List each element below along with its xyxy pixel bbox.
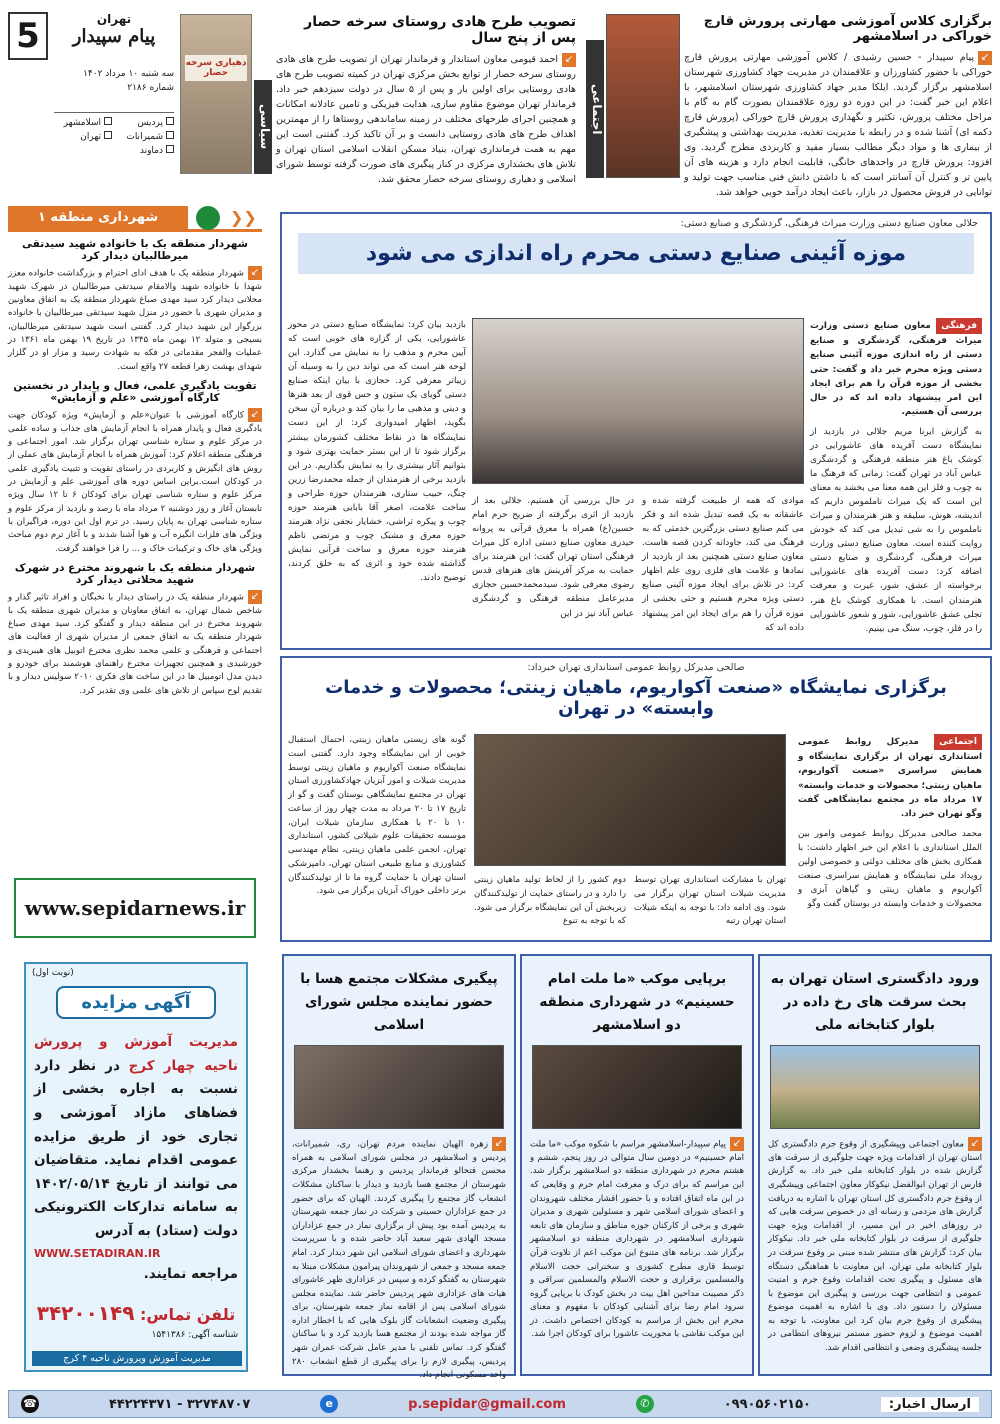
story-body: پیام سپیدار-اسلامشهر مراسم با شکوه موکب «ما ملت امام حسینیم» در دومین سال متوالی در روز پنجم، ششم و هشتم محرم در شهرداری منطقه دو اسلامشهر برگزار شد. این مراسم که برای درک و معرفت امام حرم و وقایعی که در این ماه اتفاق افتاده و با حضور اقشار مختلف شهروندان و اعضای شورای اسلامی شهر و مسئولین شهری و مدیران شهری و برخی از کارکنان حوزه مناطق و سازمان های تابعه شهرداری اسلامشهر در شهرداری منطقه دو اسلامشهر برگزار شد. برنامه های متنوع این موکب اعم از تلاوت قرآن توسط قاری مطرح کشوری و سخنرانی حجت الاسلام والمسلمین برقراری و حجت الاسلام والمسلمین سراقی و ذکر مصیبت مداحین اهل بیت در بخش کودک با برپایی گروه سرود امام رضا برای آشنایی کودکان با مفهوم و معنای محرم این بخش از مراسم به کودکان اختصاص داشت. در این موکب نقاشی با محوریت عاشورا برای کودکان اجرا شد. [530, 1139, 744, 1340]
auction-title-box [56, 986, 216, 1019]
photo-exhibition-group [472, 318, 804, 484]
section-tag: اجتماعی [934, 734, 982, 750]
region-item: شمیرانات [116, 131, 174, 142]
arrow-icon: ↙ [248, 408, 262, 422]
arrow-icon: ↙ [248, 266, 262, 280]
story-hesa [282, 954, 516, 1381]
email-icon: e [320, 1395, 338, 1413]
issue-number: شماره ۲۱۸۶ [127, 82, 174, 93]
arrow-icon: ↙ [968, 1137, 982, 1151]
story-court [758, 954, 992, 1376]
auction-badge: (نوبت اول) [32, 968, 74, 978]
story-body: کارگاه آموزشی با عنوان«علم و آزمایش» ویژه کودکان جهت یادگیری فعال و پایدار همراه با انجام آزمایش های جذاب و ساده علمی در مرکز علوم و ستاره شناسی تهران برگزار شد. امور اجتماعی و فرهنگی منطقه اعلام کرد: آموزش همراه با انجام آزمایش های عملی از روش های انگیزش و کاربردی در راستای تقویت و تثبیت یادگیری علمی در کودکان است.براین اساس دوره های آموزشی علم و آزمایش در مرکز علوم و ستاره شناسی تهران برای کودکان ۶ تا ۱۲ سال ویژه تابستان آغاز و روز دوشنبه ۲ مرداد ماه با رصد و بازدید از مرکز علوم و ستاره شناسی تهران به پایان رسید. در ترم اول این دوره، فراگیران با ویژگی های فلزات انگیزه آب و هوا آشنا شدند و با آغاز ترم دوم مباحث ویژگی های خاک و ترکیبات خاک و ... را فرا خواهند گرفت. [8, 410, 262, 554]
story-aquarium [280, 656, 992, 942]
story-col-4: گونه های زیستی ماهیان زینتی، احتمال استقبال خوبی از این نمایشگاه وجود دارد. گفتنی است نمایشگاه صنعت آکواریوم و ماهیان زینتی توسط مدیریت شیلات و امور آبزیان جهادکشاورزی استان تهران در مجتمع نمایشگاهی بوستان گفت و گو از تاریخ ۱۷ تا ۲۰ مرداد به مدت چهار روز از ساعت ۱۰ تا ۲۰ با همکاری سازمان شیلات ایران، موسسه تحقیقات علوم شیلاتی کشور، استانداری تهران، انجمن علمی ماهیان زینتی، نظام مهندسی کشاورزی و منابع طبیعی استان تهران، دامپزشکی استان تهران با حمایت گروه ما تا از تولیدکنندگان برتر داخلی خوراک آبزیان برگزار می شود. [288, 735, 466, 897]
story-body: زهره الهیان نماینده مردم تهران، ری، شمیرانات، پردیس و اسلامشهر در مجلس شورای اسلامی به همراه محسن فتحالو فرماندار پردیس و رهنما بخشدار مرکزی شهرستان از مجتمع هسا بازدید و دیدار با ساکنان مشکلات انشعاب گاز مجتمع را پیگیری کردند. الهیان که برای حضور در جمع عزاداران حسینی و شرکت در نماز جمعه شهرستان به پردیس آمده بود پیش از برگزاری نماز در جمع عزاداران مسجد الهادی شهر سعید آباد حاضر شده و با سرپرست شهرداری و اعضای شورای اسلامی این شهر دیدار کرد. امام جمعه مسجد و جمعی از شهروندان پیرامون مشکلات مبتلا به شهرستان به گفتگو کرده و سپس در عزاداری ظهر عاشورای هیات های عزاداری شهر پردیس حاضر شد. نماینده مجلس شورای اسلامی پس از اقامه نماز جمعه شهرستان، برای پیگیری وضعیت انشعابات گاز بلوک هایی که با اخطار اداره گاز مواجه شده بودند از مجتمع هسا بازدید کرد و با ساکنان گفتگو کرد. تماس تلفنی با مدیر عامل شرکت عمران شهر پردیس، پیگیری لازم را برای پیگیری از قطع انشعاب ۲۸۰ واحد مسکونی انجام داد. [291, 1139, 506, 1381]
story-title: تقویت یادگیری علمی، فعال و پایدار در نخستین کارگاه آموزشی «علم و آزمایش» [13, 380, 257, 404]
sidebar-header [8, 206, 262, 232]
arrow-icon: ↙ [492, 1137, 506, 1151]
sidebar-story [8, 562, 262, 698]
story-col-1: محمد صالحی مدیرکل روابط عمومی وامور بین الملل استانداری با اعلام این خبر اظهار داشت: با همکاری بخش های مختلف دولتی و خصوصی اولین رویداد ملی نمایشگاه و همایش سراسری صنعت آکواریوم و ماهیان زینتی و گیاهان آبزی و محصولات و خدمات وابسته در بوستان گفت وگو [798, 828, 982, 910]
section-tab-political [254, 80, 272, 174]
story-body: شهردار منطقه یک با هدف ادای احترام و بزرگداشت خانواده معزز شهدا با خانواده شهید والامقام سیدتقی میرطالبیان در شهرک شهید محلاتی دیدار کرد سید مهدی صباغ شهردار منطقه یک به اتفاق معاونین و مدیران شهری با حضور در منزل شهید سیدتقی میرطالبیان با خانواده بزرگوار این شهید دیدار کرد. گفتنی است شهید سیدتقی میرطالبیان، بسیجی و متولد ۱۲ بهمن ماه ۱۳۴۵ در تاریخ ۱۹ بهمن ماه ۱۳۶۱ در عملیات والفجر مقدماتی در فکه به شهادت رسید و مزار او در گلزار شهدای بهشت زهرا قطعه ۲۷ واقع است. [8, 268, 262, 372]
region-checklist [54, 112, 174, 156]
story-title: برگزاری کلاس آموزشی مهارتی پرورش قارچ خوراکی در اسلامشهر [703, 14, 992, 44]
photo-village-sign [180, 14, 252, 174]
story-title: شهردار منطقه یک با خانواده شهید سیدتقی میرطالبیان دیدار کرد [22, 238, 248, 262]
story-body: احمد قیومی معاون استاندار و فرماندار تهران از تصویب طرح های هادی روستای سرخه حصار از توابع بخش مرکزی تهران در کمیته تصویب طرح های هادی روستایی برای اولین بار و پس از ۵ سال در دولت سیزدهم خبر داد. فرماندار تهران موضوع مقاوم سازی، هدایت فیزیکی و تامین عادلانه امکانات و همچنین اجرای طرحهای مختلف در زمینه ساماندهی روستاها را از مهمترین اهداف طرح های هادی روستایی دانست و بر آن تاکید کرد. گفتنی است این مهم به همت فرمانداری تهران، بنیاد مسکن انقلاب اسلامی استان تهران و تلاش های بخشداری مرکزی در کنار پیگیری های صورت گرفته توسط شورای اسلامی و دهیاری روستای سرخه حصار محقق شد. [276, 54, 576, 185]
sidebar-stories [8, 238, 262, 698]
page-number-box [8, 12, 48, 60]
sidebar-story [8, 380, 262, 556]
logo-main: پیام سپیدار [72, 26, 156, 47]
auction-id: شناسه آگهی: ۱۵۴۱۳۸۶ [151, 1330, 238, 1340]
headline-band [298, 233, 974, 274]
phone-label: تلفن تماس: [139, 1304, 236, 1324]
footer-label: ارسال اخبار: [881, 1397, 979, 1412]
auction-date-text: متقاضیان می توانند از تاریخ ۱۴۰۲/۰۵/۱۴ به سامانه تدارکات الکترونیکی دولت (ستاد) به آدرس [34, 1152, 238, 1239]
website-banner [14, 878, 256, 938]
story-title: تصویب طرح هادی روستای سرخه حصار پس از پنج سال [304, 14, 576, 46]
story-kicker: صالحی مدیرکل روابط عمومی استانداری تهران خبرداد: [527, 662, 745, 673]
story-lead: اجتماعی مدیرکل روابط عمومی استانداری تهران از برگزاری نمایشگاه و همایش سراسری «صنعت آکواریوم، ماهیان زینتی؛ محصولات و خدمات وابسته» ۱۷ مرداد ماه در مجتمع نمایشگاهی گفت وگو تهران خبر داد. [798, 734, 982, 821]
masthead-logo [54, 12, 174, 64]
issue-date: سه شنبه ۱۰ مرداد ۱۴۰۲ [83, 69, 174, 79]
website-url[interactable]: www.sepidarnews.ir [24, 896, 246, 920]
auction-footer: مدیریت آموزش وپرورش ناحیه ۴ کرج [32, 1351, 242, 1366]
story-lead: فرهنگی معاون صنایع دستی وزارت میراث فرهنگی، گردشگری و صنایع دستی از راه اندازی موزه آئینی صنایع دستی ویژه محرم خبر داد و گفت: حتی بخشی از موزه قرآن را هم برای ایجاد این امر پیشنهاد داده اند که در حال بررسی آن هستیم. [810, 318, 982, 419]
region-item: تهران [54, 131, 112, 142]
auction-desc: در نظر دارد نسبت به اجاره بخشی از فضاهای مازاد آموزشی و تجاری خود از طریق مزایده عمومی اقدام نماید. [34, 1057, 239, 1169]
story-sorkhe-hesar [276, 14, 576, 187]
phone-number: ۳۴۲۰۰۱۴۹ [36, 1300, 135, 1325]
whatsapp-icon: ✆ [636, 1395, 654, 1413]
story-title: شهردار منطقه یک با شهروند مخترع در شهرک شهید محلاتی دیدار کرد [14, 561, 256, 586]
story-body: معاون اجتماعی وپیشگیری از وقوع جرم دادگستری کل استان تهران از اقدامات ویژه جهت جلوگیری از سرقت های گزارش شده در بلوار کتابخانه ملی خبر داد. به گزارش فارس از تهران ابوالفضل نیکوکار معاون اجتماعی وپیشگیری از وقوع جرم دادگستری کل استان تهران با اشاره به دریافت گزارش های مردمی و رسانه ای در خصوص سرقت هایی که در روزهای اخیر در این مسیر، از اقدامات ویژه جهت جلوگیری از سرقت در بلوار کتابخانه ملی خبر داد. نیکوکار بیان کرد: گزارش های منتشر شده مبنی بر وقوع سرقت در بلوار کتابخانه ملی تهران، این معاونت با هماهنگی دستگاه های مسئول و پیگیری تحت اقدامات وقوع جرم و امنیت عمومی و انتظامی جهت بررسی و پیگیری این موضوع با مسئولان را دستور داد. وی با اشاره به اهمیت موضوع پیشگیری از وقوع جرم بیان کرد این معاونت، با توجه به اهمیت موضوع و لزوم حضور مستمر نیروهای انتظامی در جلسه پیشگیری وضعی و انتظامی اقدام شد. [768, 1139, 982, 1353]
section-label: اجتماعی [590, 83, 604, 135]
story-col-3: دوم کشور را از لحاظ تولید ماهیان زینتی را دارد و در راستای حمایت از تولیدکنندگان زیربخش آن این نمایشگاه برگزار می شود. که با توجه به تنوع [474, 875, 626, 927]
auction-phone-row [26, 1301, 246, 1325]
footer-contact-bar [8, 1390, 992, 1418]
arrow-icon: ↙ [730, 1137, 744, 1151]
story-body: پیام سپیدار - حسین رشیدی / کلاس آموزشی مهارتی پرورش قارچ خوراکی با حضور کشاورزان و علاقمندان در مدیریت جهاد کشاورزی شهرستان اسلامشهر برگزار گردید. ایلکا مدیر جهاد کشاورزی شهرستان اسلامشهر، با اعلام این خبر گفت: در این دوره دو روزه علاقمندان بصورت گام به گام با مراحل مختلف پرورش، تکثیر و نگهداری پرورش قارچ خوراکی (پرورش قارچ دکمه ای) آشنا شده و در رابطه با مدیریت تغذیه، مدیریت بهداشتی و پیشگیری از بیماری ها و مواد دیگر مطالب بسیار مفید و کاربردی مطرح گردید. وی افزود: پرورش قارچ در واحدهای خانگی، قابلیت انجام دارد و هزینه های آن پایین تر و کنترل آن آسانتر است که با داشتن دانش فنی مناسب جهت تولید و توانایی در فروش محصول در بازار، باعث ایجاد درآمد خوبی خواهد شد. [684, 52, 992, 198]
issue-info [54, 68, 174, 95]
auction-org: مدیریت آموزش و پرورش ناحیه چهار کرج [34, 1034, 238, 1074]
story-col-3: در حال بررسی آن هستیم. جلالی بعد از بازدید از اثری برگرفته از ضریح حرم امام حسین(ع) همراه با معرق قرآنی به پروانه حیدری معاون صنایع دستی اداره کل میراث فرهنگی استان تهران گفت: این هنرمند برای حمایت به مرکز آفرینش های هنرهای قدس رضوی معرفی شود. سیدمحمدحسین حجازی مدیرعامل منطقه فرهنگی و گردشگری عباس آباد نیز در این [472, 496, 634, 619]
section-label: سیاسی [258, 104, 272, 150]
auction-ad [24, 962, 248, 1372]
section-tag: فرهنگی [936, 318, 982, 334]
region-item: اسلامشهر [54, 117, 112, 128]
photo-sign-text: دهیاری سرخه حصار [185, 55, 247, 81]
story-columns [288, 318, 982, 644]
sidebar-story [8, 238, 262, 374]
photo-mushroom-class [606, 14, 680, 178]
story-title: پیگیری مشکلات مجتمع هسا با حضور نماینده مجلس شورای اسلامی [300, 971, 498, 1033]
logo-top: تهران [96, 12, 132, 26]
auction-body [26, 1019, 246, 1287]
footer-email[interactable]: p.sepidar@gmail.com [408, 1396, 566, 1412]
chevron-icon: ❮❮ [230, 208, 257, 227]
story-title: برگزاری نمایشگاه «صنعت آکواریوم، ماهیان زینتی؛ محصولات و خدمات وابسته» در تهران [325, 677, 947, 719]
page-number: 5 [16, 16, 40, 56]
section-tab-social [586, 40, 604, 178]
auction-title: آگهی مزایده [81, 992, 191, 1013]
story-col-2: موادی که همه از طبیعت گرفته شده و عاشقانه به یک قصه تبدیل شده اند و فکر می کنم صنایع دستی بزرگترین خدمتی که به فرهنگ می کند، جاودانه کردن قصه هاست. معاون صنایع دستی همچنین بعد از بازدید از نمادها و علامت های فلزی روی علم اظهار کرد: در تلاش برای ایجاد موزه آئینی صنایع دستی ویژه محرم هستیم و حتی بخشی از موزه قرآن را هم برای ایجاد این امر پیشنهاد داده اند که [642, 496, 804, 633]
photo-site-visit [294, 1045, 504, 1129]
story-col-4: بازدید بیان کرد: نمایشگاه صنایع دستی در محور عاشورایی، یکی از گزاره های خوبی است که آیین محرم و مذهب را به نمایش می گذارد. این لوحه هنر است که می تواند دین را به وسیله آن زیباتر معرفی کرد. حجازی با بیان اینکه صنایع دستی گویای یک ستون و حس قوی از بعد هنرها و دینی و مذهبی ما را بیان کند و درباره آن سخن بگوید، اظهار امیدواری کرد: از این دست نمایشگاه ها در نقاط مختلف کشورمان بیشتر برگزار شود تا از این بستر حمایت بهتری شود و بتوانیم آثار بیشتری را به نمایش بگذاریم. در این بازدید برخی از هنرمندان از جمله محمدرضا زرین چنگ، حبیب ستاری، هنرمندان حوزه طراحی و ساخت علامت، اصغر آقا بابایی هنرمند حوزه چوب و پیکره تراشی، خشایار نجفی نژاد هنرمند حوزه معرق و مشبک چوب و مرتضی ناظم هنرمند حوزه معرق و ساخت قرآنی نمایش گذاشته شده خود و اثری که به خلق کردند، توضیح دادند. [288, 320, 466, 584]
story-kicker: جلالی معاون صنایع دستی وزارت میراث فرهنگی، گردشگری و صنایع دستی: [680, 218, 978, 229]
sidebar-title: شهرداری منطقه ۱ [37, 210, 159, 225]
photo-library-building [770, 1045, 980, 1129]
story-body: شهردار منطقه یک در راستای دیدار با نخبگان و افراد تاثیر گذار و شاخص شمال تهران، به اتفاق معاونان و مدیران شهری منطقه یک با شهروند مخترع در این منطقه دیدار و گفتگو کرد. سید مهدی صباغ شهردار منطقه یک به اتفاق جمعی از مدیران شهری از فعالیت های اجتماعی و فرهنگی و علمی محمد نظری مخترع اتوبیل های هیبریدی و خورشیدی و همچنین تجهیزات مخترع راهنمای هوشمند برای خودرو و دیدن مدل اتومبیل ها در این ساخت های فکری ۲۰۱۰ سولیس دیدار و با تقدیم لوح سپاس از تلاش های علمی وی تقدیر کرد. [8, 592, 263, 696]
story-mushroom [684, 14, 992, 200]
story-museum [280, 212, 992, 650]
region-item: پردیس [116, 117, 174, 128]
arrow-icon: ↙ [562, 53, 576, 67]
auction-refer: مراجعه نمایند. [143, 1265, 238, 1282]
footer-phone: ۳۲۷۴۸۷۰۷ - ۴۴۲۲۴۳۷۱ [108, 1396, 251, 1412]
arrow-icon: ↙ [978, 51, 992, 65]
story-col-2: تهران با مشارکت استانداری تهران توسط مدیریت شیلات استان تهران برگزار می شود. وی ادامه داد: با توجه به اینکه شیلات استان تهران رتبه [634, 875, 786, 927]
phone-icon: ☎ [21, 1395, 39, 1413]
sidebar-title-bar [8, 206, 188, 230]
photo-cleric-speech [532, 1045, 742, 1129]
auction-url[interactable]: WWW.SETADIRAN.IR [34, 1246, 161, 1260]
story-mokeb [520, 954, 754, 1376]
story-title: ورود دادگستری استان تهران به بحث سرقت های رخ داده در بلوار کتابخانه ملی [770, 971, 980, 1033]
story-col-1: به گزارش ایرنا مریم جلالی در بازدید از نمایشگاه دست آفریده های عاشورایی در کوشک باغ هنر منطقه فرهنگی و گردشگری عباس آباد در تهران گفت: زمانی که فرهنگ ما به چوب و فلز این همه معنا می بخشد به معنای این است که یک میراث ناملموس داریم که اندیشه، هوش، سلیقه و هنر هنرمندان و میراث ناملموس را به شی تبدیل می کند که خودش روایت کننده است. معاون صنایع دستی وزارت میراث فرهنگی، گردشگری و صنایع دستی اضافه کرد: دست آفریده های عاشورایی برخواسته از عشق، شور، غیرت و معرفت هنرمندان است. با همکاری کوشک باغ هنر، تجلی عشق عاشورایی، شور و شعور عاشورایی را در فلز، چوب، سنگ می بینیم. [810, 426, 982, 634]
photo-official-portrait [474, 734, 786, 866]
story-title: موزه آئینی صنایع دستی محرم راه اندازی می شود [365, 241, 907, 266]
region-item: دماوند [116, 145, 174, 156]
arrow-icon: ↙ [248, 590, 262, 604]
tehran-municipality-logo-icon [196, 206, 220, 230]
footer-mobile: ۰۹۹۰۵۶۰۲۱۵۰ [723, 1396, 811, 1412]
story-title: برپایی موکب «ما ملت امام حسینیم» در شهرداری منطقه دو اسلامشهر [539, 971, 735, 1033]
